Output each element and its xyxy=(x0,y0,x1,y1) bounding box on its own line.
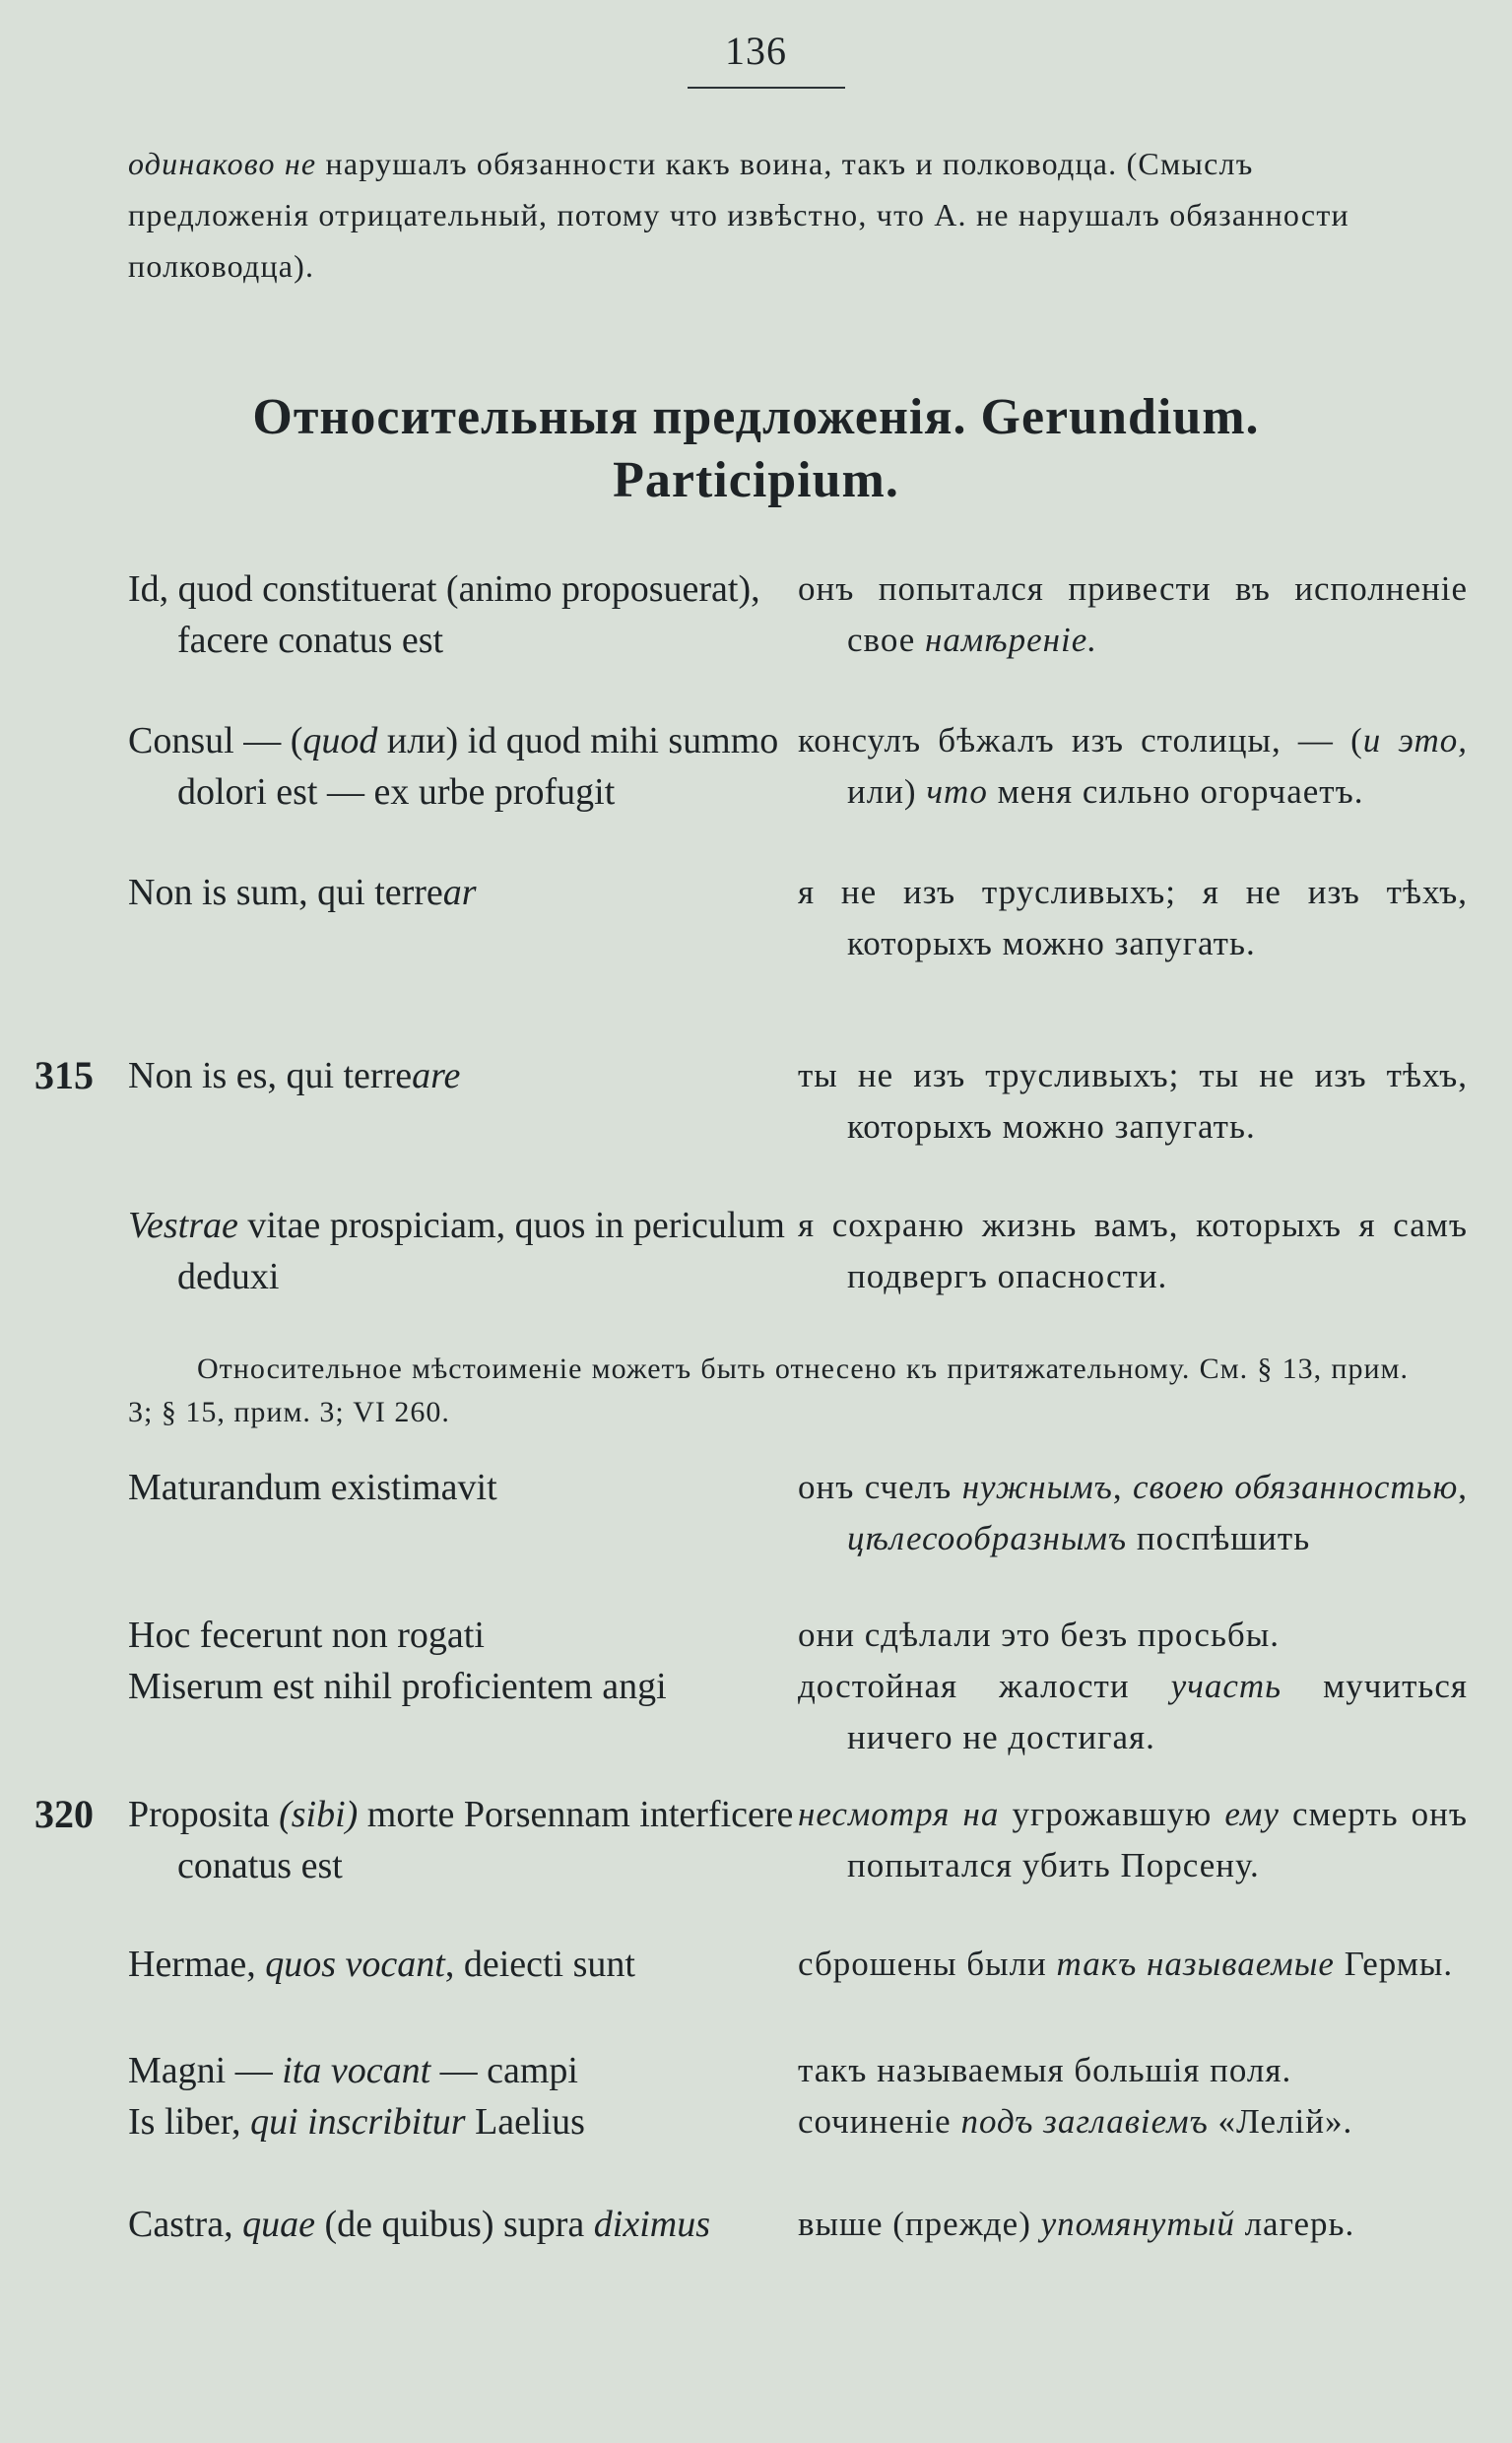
latin-segment: diximus xyxy=(593,2204,711,2245)
page-number: 136 xyxy=(725,29,787,73)
latin-phrase xyxy=(128,867,808,918)
latin-segment: (sibi) xyxy=(279,1794,359,1835)
section-heading-line1: Относительныя предложенія. Gerundium. xyxy=(252,389,1260,445)
latin-segment: Vestrae xyxy=(128,1205,238,1246)
latin-segment: Consul — ( xyxy=(128,720,303,761)
russian-segment: сочиненіе xyxy=(798,2102,961,2141)
latin-phrase xyxy=(128,1200,808,1302)
latin-segment: Laelius xyxy=(465,2101,585,2143)
russian-segment: , xyxy=(1112,1468,1134,1506)
latin-segment: Proposita xyxy=(128,1794,280,1835)
russian-segment: подъ заглавіемъ xyxy=(960,2102,1209,2141)
russian-translation xyxy=(798,1610,1468,1661)
latin-segment: Non is sum, qui terre xyxy=(128,872,443,913)
intro-text: нарушалъ обязанности какъ воина, такъ и полководца. (Смыслъ предложенія отрицательный, потому что извѣстно, что А. не нарушалъ обязанности полководца). xyxy=(128,146,1349,284)
russian-translation xyxy=(798,2199,1468,2250)
entry-number: 320 xyxy=(34,1792,94,1836)
russian-segment: поспѣшить xyxy=(1127,1519,1311,1557)
russian-segment: Гермы. xyxy=(1334,1945,1454,1983)
russian-segment: ему xyxy=(1224,1795,1280,1833)
russian-segment: цѣлесообразнымъ xyxy=(847,1519,1128,1557)
russian-translation xyxy=(798,1661,1468,1763)
latin-segment: Hermae, xyxy=(128,1944,266,1985)
entry-number: 315 xyxy=(34,1053,94,1097)
russian-segment: я сохраню жизнь вамъ, которыхъ я самъ подвергъ опасности. xyxy=(798,1206,1468,1295)
latin-segment: qui inscribitur xyxy=(250,2101,466,2143)
russian-segment: несмотря на xyxy=(798,1795,1000,1833)
russian-segment: такъ называемые xyxy=(1056,1945,1335,1983)
russian-segment: консулъ бѣжалъ изъ столицы, — ( xyxy=(798,721,1363,759)
latin-segment: Miserum est nihil proficientem angi xyxy=(128,1666,667,1707)
russian-segment: «Лелій». xyxy=(1208,2102,1353,2141)
latin-phrase xyxy=(128,2045,808,2096)
russian-segment: нужнымъ xyxy=(961,1468,1113,1506)
latin-segment: quos vocant xyxy=(265,1944,445,1985)
latin-phrase xyxy=(128,1610,808,1661)
intro-paragraph xyxy=(128,138,1399,292)
russian-segment: смерть онъ попытался убить Порсену. xyxy=(847,1795,1468,1884)
latin-segment: vitae prospiciam, quos in periculum deduxi xyxy=(177,1205,785,1297)
russian-segment: что xyxy=(926,772,988,811)
russian-translation xyxy=(798,2045,1468,2096)
latin-phrase xyxy=(128,2096,808,2147)
russian-translation xyxy=(798,563,1468,666)
latin-phrase xyxy=(128,1789,808,1891)
russian-segment: или) xyxy=(847,772,927,811)
latin-segment: ar xyxy=(442,872,477,913)
latin-segment: — campi xyxy=(430,2050,578,2091)
latin-segment: Id, quod constituerat (animo proposuerat), facere conatus est xyxy=(128,568,760,661)
russian-segment: своею обязанностью xyxy=(1133,1468,1459,1506)
russian-translation xyxy=(798,2096,1468,2147)
russian-translation xyxy=(798,1939,1468,1990)
russian-segment: намѣреніе. xyxy=(925,621,1097,659)
latin-segment: или) id quod mihi summo dolori est — ex urbe profugit xyxy=(177,720,779,813)
latin-segment: Magni — xyxy=(128,2050,283,2091)
russian-segment: , xyxy=(1458,1468,1468,1506)
russian-translation xyxy=(798,715,1468,818)
russian-segment: угрожавшую xyxy=(999,1795,1225,1833)
russian-translation xyxy=(798,1050,1468,1153)
russian-translation xyxy=(798,867,1468,969)
russian-translation xyxy=(798,1789,1468,1891)
page-number-rule xyxy=(688,87,845,89)
russian-segment: онъ счелъ xyxy=(798,1468,962,1506)
russian-segment: достойная жалости xyxy=(798,1667,1171,1705)
latin-phrase xyxy=(128,1661,808,1712)
latin-phrase xyxy=(128,1939,808,1990)
latin-segment: Castra, xyxy=(128,2204,243,2245)
latin-segment: (de quibus) supra xyxy=(314,2204,594,2245)
russian-segment: онъ попытался привести въ исполненіе свое xyxy=(798,569,1468,659)
russian-segment: упомянутый xyxy=(1040,2205,1235,2243)
latin-phrase xyxy=(128,715,808,818)
russian-segment: такъ называемыя большія поля. xyxy=(798,2051,1292,2089)
latin-segment: Is liber, xyxy=(128,2101,251,2143)
russian-segment: сброшены были xyxy=(798,1945,1057,1983)
latin-segment: Maturandum existimavit xyxy=(128,1467,497,1508)
russian-segment: участь xyxy=(1170,1667,1282,1705)
russian-translation xyxy=(798,1462,1468,1564)
latin-segment: ita vocant xyxy=(282,2050,431,2091)
latin-segment: quod xyxy=(302,720,378,761)
russian-segment: выше (прежде) xyxy=(798,2205,1041,2243)
latin-segment: are xyxy=(412,1055,461,1096)
latin-segment: quae xyxy=(242,2204,315,2245)
russian-segment: мучиться ничего не достигая. xyxy=(847,1667,1468,1756)
russian-segment: ты не изъ трусливыхъ; ты не изъ тѣхъ, которыхъ можно запугать. xyxy=(798,1056,1468,1146)
latin-segment: , deiecti sunt xyxy=(444,1944,635,1985)
latin-phrase xyxy=(128,1050,808,1101)
section-heading xyxy=(0,386,1512,512)
russian-segment: они сдѣлали это безъ просьбы. xyxy=(798,1616,1280,1654)
latin-segment: Non is es, qui terre xyxy=(128,1055,413,1096)
latin-segment: Hoc fecerunt non rogati xyxy=(128,1615,485,1656)
intro-italic-lead: одинаково не xyxy=(128,146,317,181)
russian-segment: меня сильно огорчаетъ. xyxy=(987,772,1364,811)
latin-segment: morte Porsennam interficere conatus est xyxy=(177,1794,794,1886)
footnote-remark: Относительное мѣстоименіе можетъ быть отнесено къ притяжательному. См. § 13, прим. 3; § 15, прим. 3; VI 260. xyxy=(128,1353,1409,1428)
latin-phrase xyxy=(128,1462,808,1513)
russian-translation xyxy=(798,1200,1468,1302)
russian-segment: лагерь. xyxy=(1234,2205,1355,2243)
russian-segment: и это, xyxy=(1362,721,1468,759)
latin-phrase xyxy=(128,2199,808,2250)
section-heading-line2: Participium. xyxy=(613,452,899,508)
russian-segment: я не изъ трусливыхъ; я не изъ тѣхъ, которыхъ можно запугать. xyxy=(798,873,1468,962)
latin-phrase xyxy=(128,563,808,666)
